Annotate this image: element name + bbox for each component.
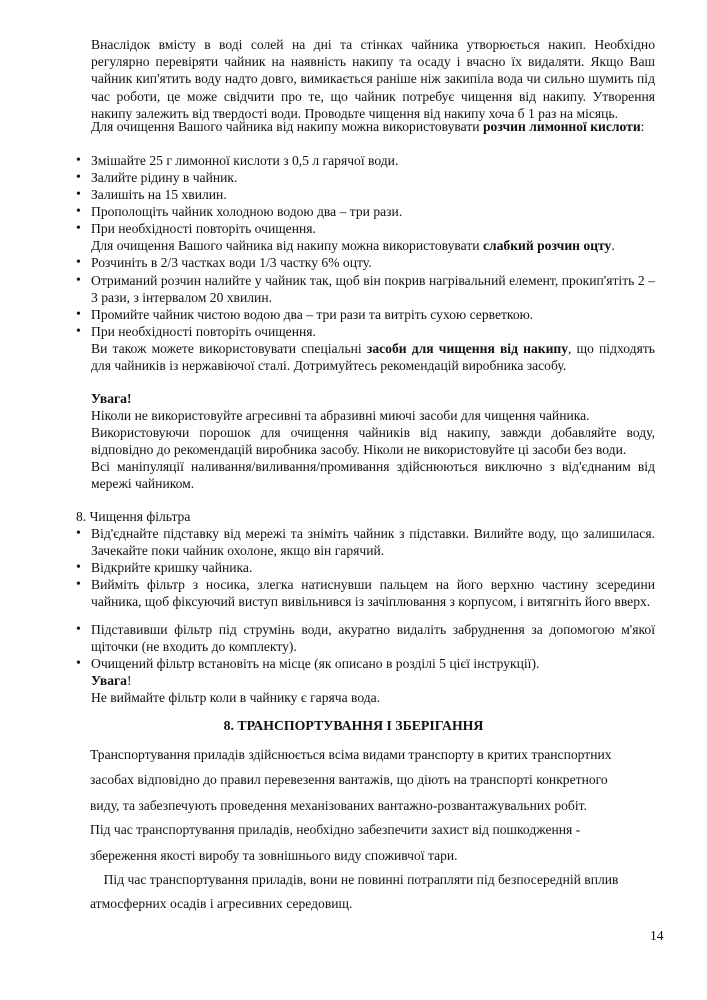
bullet-icon: • (76, 656, 81, 671)
citric-intro-bold: розчин лимонної кислоти (482, 119, 641, 134)
list-item: Залишіть на 15 хвилин. (91, 187, 227, 202)
list-item: Вийміть фільтр з носика, злегка натиснувши пальцем на його верхню частину зсередини чайника, щоб фіксуючий виступ вивільнився із зачіплювання з корпусом, і витягніть його вверх. (91, 577, 655, 610)
bullet-icon: • (76, 324, 81, 339)
citric-intro-colon: : (640, 119, 645, 134)
bullet-icon: • (76, 273, 81, 288)
filter-warning-mark: ! (126, 673, 132, 688)
list-item: Прополощіть чайник холодною водою два – три рази. (91, 204, 403, 219)
bullet-icon: • (76, 255, 81, 270)
bullet-icon: • (76, 153, 81, 168)
bullet-icon: • (76, 187, 81, 202)
citric-acid-intro (91, 118, 655, 135)
list-item: Розчиніть в 2/3 частках води 1/3 частку 6% оцту. (91, 255, 372, 270)
bullet-icon: • (76, 560, 81, 575)
page-number: 14 (650, 928, 664, 943)
filter-warning-text: Не виймайте фільтр коли в чайнику є гаряча вода. (91, 690, 381, 705)
bullet-icon: • (76, 170, 81, 185)
warning-title: Увага! (91, 391, 132, 406)
vinegar-intro-bold: слабкий розчин оцту (482, 238, 612, 253)
bullet-icon: • (76, 221, 81, 236)
vinegar-intro-end: . (611, 238, 615, 253)
vinegar-intro-text: Для очищення Вашого чайника від накипу можна використовувати (91, 238, 483, 253)
transport-line: атмосферних осадів і агресивних середовищ. (90, 896, 353, 911)
warning-line: Ніколи не використовуйте агресивні та абразивні миючі засоби для чищення чайника. (91, 408, 590, 423)
list-item: Від'єднайте підставку від мережі та зніміть чайник з підставки. Вилийте воду, що залишилася. Зачекайте поки чайник охолоне, якщо він гарячий. (91, 526, 655, 559)
transport-line: Під час транспортування приладів, необхідно забезпечити захист від пошкодження - (90, 822, 581, 837)
list-item: Залийте рідину в чайник. (91, 170, 238, 185)
bullet-icon: • (76, 307, 81, 322)
special-agents-paragraph (91, 340, 655, 374)
list-item: Отриманий розчин налийте у чайник так, щоб він покрив нагрівальний елемент, прокип'ятіть 2 – 3 рази, з інтервалом 20 хвилин. (91, 273, 655, 306)
bullet-icon: • (76, 204, 81, 219)
transport-line: збереження якості виробу та зовнішнього виду споживчої тари. (90, 848, 458, 863)
citric-intro-text: Для очищення Вашого чайника від накипу можна використовувати (91, 119, 483, 134)
transport-line: засобах відповідно до правил перевезення вантажів, що діють на транспорті конкретного (90, 772, 608, 787)
bullet-icon: • (76, 526, 81, 541)
list-item: Підставивши фільтр під струмінь води, акуратно видаліть забруднення за допомогою м'якої щіточки (не входить до комплекту). (91, 622, 655, 655)
transport-line: Транспортування приладів здійснюється всіма видами транспорту в критих транспортних (90, 747, 612, 762)
filter-warning-word: Увага (91, 673, 127, 688)
list-item: При необхідності повторіть очищення. (91, 324, 316, 339)
special-lead: Ви також можете використовувати спеціальні (91, 341, 367, 356)
filter-warning-title (91, 672, 655, 689)
section-heading-transport: 8. ТРАНСПОРТУВАННЯ І ЗБЕРІГАННЯ (223, 718, 484, 733)
vinegar-intro (91, 237, 655, 254)
list-item: Відкрийте кришку чайника. (91, 560, 253, 575)
list-item: При необхідності повторіть очищення. (91, 221, 316, 236)
transport-line: виду, та забезпечують проведення механізованих вантажно-розвантажувальних робіт. (90, 798, 587, 813)
bullet-icon: • (76, 622, 81, 637)
bullet-icon: • (76, 577, 81, 592)
special-rest: , що підходять для чайників із нержавіючої сталі. Дотримуйтесь рекомендацій виробника засобу. (91, 341, 655, 374)
warning-line: Всі маніпуляції наливання/виливання/промивання здійснюються виключно з від'єднаним від мережі чайником. (91, 459, 655, 492)
special-bold: засоби для чищення від накипу (366, 341, 569, 356)
list-item: Очищений фільтр встановіть на місце (як описано в розділі 5 цієї інструкції). (91, 656, 540, 671)
list-item: Змішайте 25 г лимонної кислоти з 0,5 л гарячої води. (91, 153, 399, 168)
intro-paragraph: Внаслідок вмісту в воді солей на дні та стінках чайника утворюється накип. Необхідно регулярно перевіряти чайник на наявність накипу та осаду і вчасно їх видаляти. Якщо Ваш чайник кип'ятить воду надто довго, вимикається раніше ніж закипіла вода чи сильно шумить під час роботи, це може свідчити про те, що чайник потребує чищення від накипу. Утворення накипу залежить від твердості води. Проводьте чищення від накипу хоча б 1 раз на місяць. (91, 37, 655, 121)
transport-line: Під час транспортування приладів, вони не повинні потрапляти під безпосередній вплив (90, 872, 619, 887)
section-heading-filter: 8. Чищення фільтра (76, 509, 191, 524)
warning-line: Використовуючи порошок для очищення чайників від накипу, завжди добавляйте воду, відповідно до рекомендацій виробника засобу. Ніколи не використовуйте ці засоби без води. (91, 425, 655, 458)
list-item: Промийте чайник чистою водою два – три рази та витріть сухою серветкою. (91, 307, 534, 322)
